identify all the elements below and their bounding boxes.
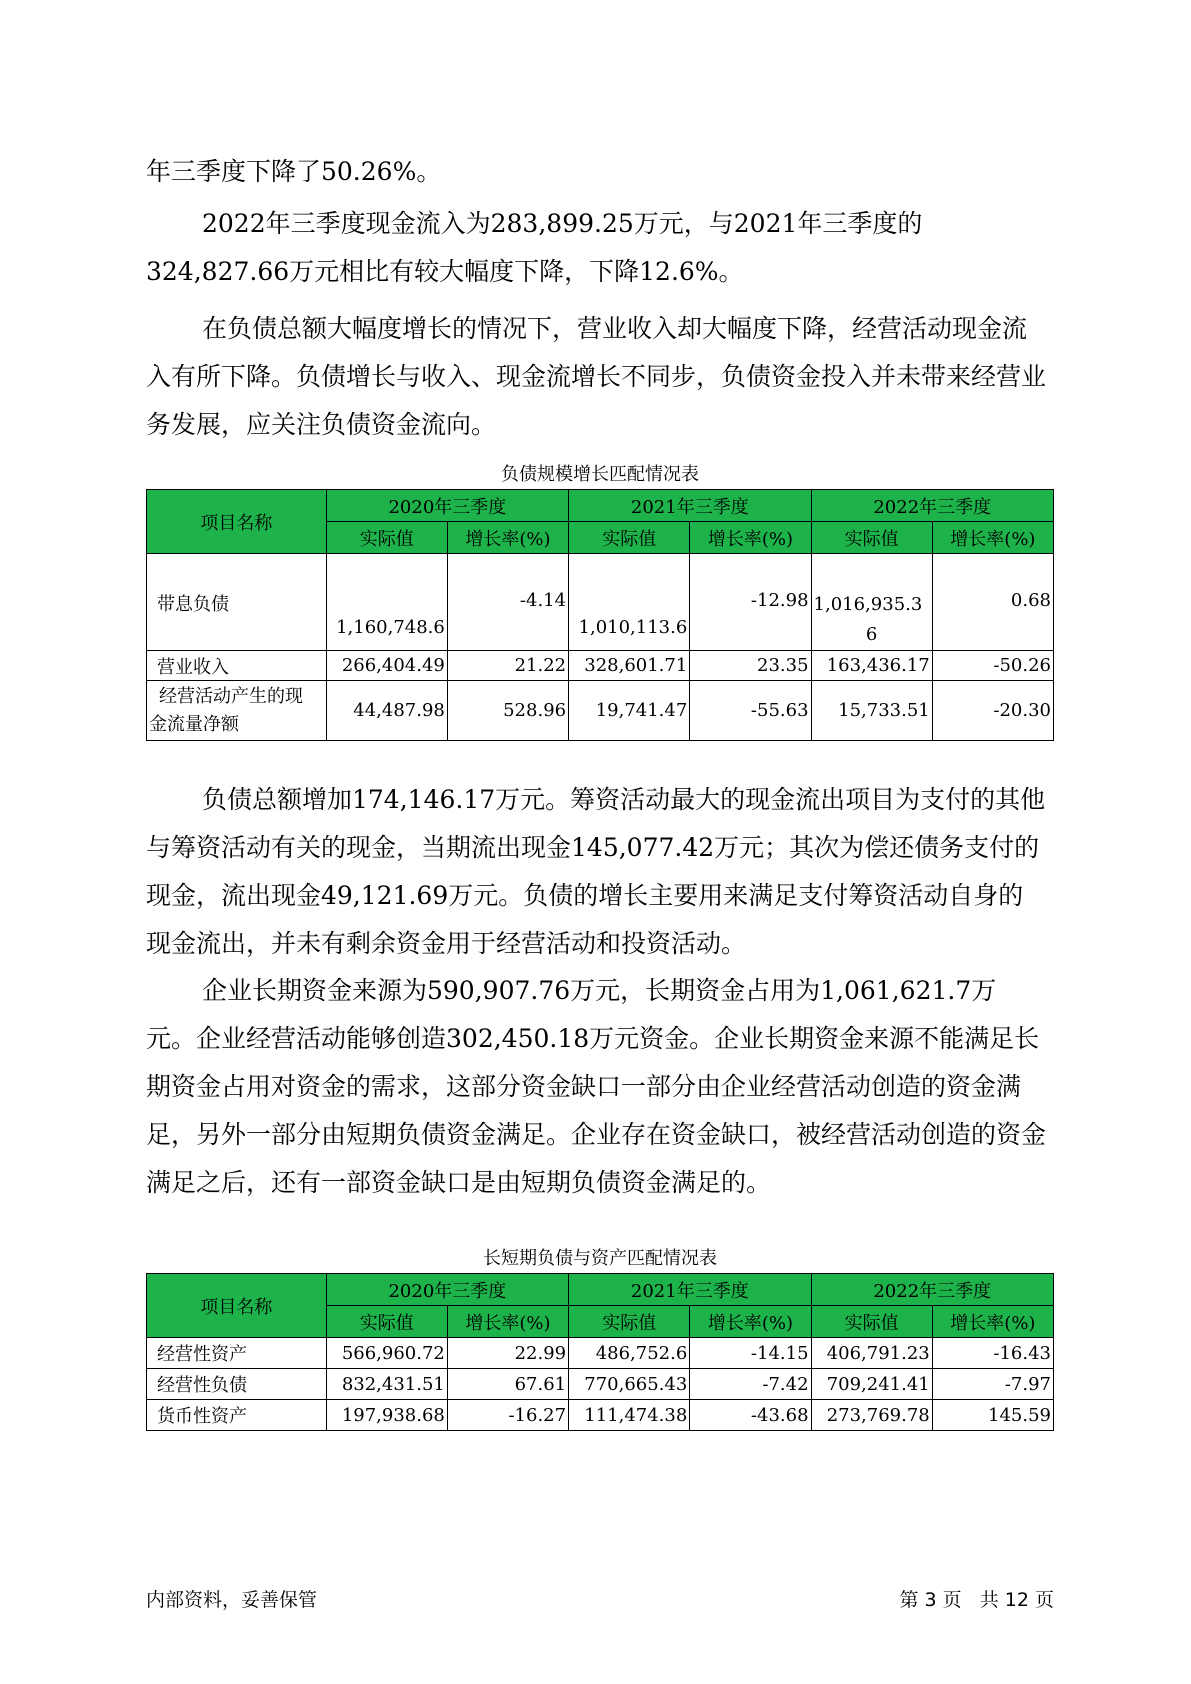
cell-growth: 528.96: [447, 681, 568, 741]
header-2021: 2021年三季度: [569, 490, 811, 522]
cell-value: 328,601.71: [569, 651, 690, 681]
row-name: 经营活动产生的现 金流量净额: [147, 681, 327, 741]
debt-growth-table: [146, 489, 1054, 741]
cell-value: 19,741.47: [569, 681, 690, 741]
header-2020: 2020年三季度: [326, 1274, 568, 1306]
header-item-name: 项目名称: [147, 490, 327, 554]
cell-value: 566,960.72: [326, 1338, 447, 1369]
header-growth: 增长率(%): [690, 522, 811, 554]
cell-growth: -7.42: [690, 1369, 811, 1400]
paragraph-long-term-funds: 企业长期资金来源为590,907.76万元，长期资金占用为1,061,621.7万元。企业经营活动能够创造302,450.18万元资金。企业长期资金来源不能满足长期资金占用对资金的需求，这部分资金缺口一部分由企业经营活动创造的资金满足，另外一部分由短期负债资金满足。企业存在资金缺口，被经营活动创造的资金满足之后，还有一部资金缺口是由短期负债资金满足的。: [146, 976, 1047, 1197]
cell-growth: -4.14: [447, 554, 568, 651]
cell-value: 44,487.98: [326, 681, 447, 741]
table-row: [147, 1369, 1054, 1400]
cell-value: 1,160,748.6: [326, 554, 447, 651]
cell-growth: -55.63: [690, 681, 811, 741]
row-name: 带息负债: [147, 554, 327, 651]
header-actual: 实际值: [811, 1306, 932, 1338]
cell-growth: -50.26: [932, 651, 1053, 681]
paragraph-cash-inflow: 2022年三季度现金流入为283,899.25万元，与2021年三季度的324,827.66万元相比有较大幅度下降，下降12.6%。: [146, 209, 923, 286]
table2-caption: 长短期负债与资产匹配情况表: [483, 1248, 717, 1269]
cell-growth: -7.97: [932, 1369, 1053, 1400]
header-actual: 实际值: [811, 522, 932, 554]
table-row: [147, 1400, 1054, 1431]
cell-value: 111,474.38: [569, 1400, 690, 1431]
cell-value: 197,938.68: [326, 1400, 447, 1431]
table-row: [147, 651, 1054, 681]
cell-growth: -12.98: [690, 554, 811, 651]
cell-growth: -16.43: [932, 1338, 1053, 1369]
cell-growth: -20.30: [932, 681, 1053, 741]
header-item-name: 项目名称: [147, 1274, 327, 1338]
cell-value: 832,431.51: [326, 1369, 447, 1400]
cell-growth: 67.61: [447, 1369, 568, 1400]
cell-growth: -43.68: [690, 1400, 811, 1431]
liability-asset-table: [146, 1273, 1054, 1431]
cell-growth: 145.59: [932, 1400, 1053, 1431]
paragraph-debt-increase: 负债总额增加174,146.17万元。筹资活动最大的现金流出项目为支付的其他与筹资活动有关的现金，当期流出现金145,077.42万元；其次为偿还债务支付的现金，流出现金49,121.69万元。负债的增长主要用来满足支付筹资活动自身的现金流出，并未有剩余资金用于经营活动和投资活动。: [146, 785, 1046, 958]
table-row: [147, 1338, 1054, 1369]
cell-growth: 21.22: [447, 651, 568, 681]
footer-page-number: 第 3 页 共 12 页: [899, 1589, 1054, 1611]
header-actual: 实际值: [569, 522, 690, 554]
cell-growth: 0.68: [932, 554, 1053, 651]
header-2021: 2021年三季度: [569, 1274, 811, 1306]
header-actual: 实际值: [569, 1306, 690, 1338]
cell-growth: -16.27: [447, 1400, 568, 1431]
cell-value: 15,733.51: [811, 681, 932, 741]
cell-value: 1,016,935.3 6: [811, 554, 932, 651]
table-row: [147, 681, 1054, 741]
paragraph-continuation: 年三季度下降了50.26%。: [146, 157, 442, 186]
cell-value: 273,769.78: [811, 1400, 932, 1431]
cell-growth: -14.15: [690, 1338, 811, 1369]
cell-value: 1,010,113.6: [569, 554, 690, 651]
header-growth: 增长率(%): [447, 522, 568, 554]
row-name: 货币性资产: [147, 1400, 327, 1431]
table1-caption: 负债规模增长匹配情况表: [501, 464, 699, 485]
footer-confidential: 内部资料，妥善保管: [146, 1589, 318, 1611]
header-growth: 增长率(%): [932, 522, 1053, 554]
paragraph-debt-analysis: 在负债总额大幅度增长的情况下，营业收入却大幅度下降，经营活动现金流入有所下降。负债增长与收入、现金流增长不同步，负债资金投入并未带来经营业务发展，应关注负债资金流向。: [146, 314, 1047, 439]
table-row: [147, 554, 1054, 651]
row-name: 经营性负债: [147, 1369, 327, 1400]
cell-growth: 23.35: [690, 651, 811, 681]
header-actual: 实际值: [326, 522, 447, 554]
header-2022: 2022年三季度: [811, 1274, 1053, 1306]
cell-value: 163,436.17: [811, 651, 932, 681]
cell-value: 709,241.41: [811, 1369, 932, 1400]
cell-value: 406,791.23: [811, 1338, 932, 1369]
header-actual: 实际值: [326, 1306, 447, 1338]
header-growth: 增长率(%): [932, 1306, 1053, 1338]
cell-value: 266,404.49: [326, 651, 447, 681]
header-growth: 增长率(%): [447, 1306, 568, 1338]
cell-growth: 22.99: [447, 1338, 568, 1369]
cell-value: 770,665.43: [569, 1369, 690, 1400]
row-name: 营业收入: [147, 651, 327, 681]
cell-value: 486,752.6: [569, 1338, 690, 1369]
row-name: 经营性资产: [147, 1338, 327, 1369]
header-2022: 2022年三季度: [811, 490, 1053, 522]
header-2020: 2020年三季度: [326, 490, 568, 522]
header-growth: 增长率(%): [690, 1306, 811, 1338]
